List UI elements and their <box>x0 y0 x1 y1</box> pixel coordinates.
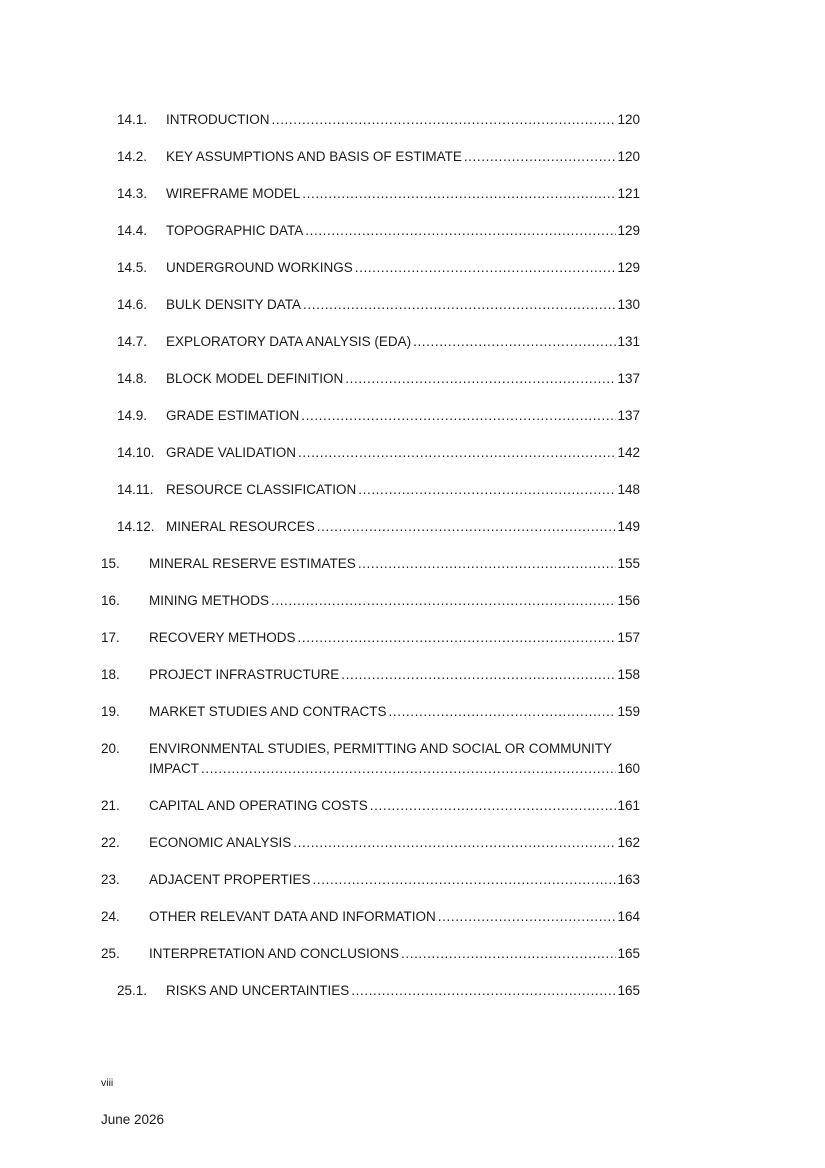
toc-entry-number: 19. <box>101 704 120 719</box>
toc-entry-number: 14.11. <box>117 482 154 497</box>
toc-entry-line-1 <box>101 739 640 759</box>
toc-dot-leader <box>358 554 617 574</box>
toc-entry-number: 21. <box>101 798 120 813</box>
toc-entry-title: ADJACENT PROPERTIES <box>149 872 311 887</box>
footer-date: June 2026 <box>101 1112 165 1127</box>
toc-entry-number: 14.6. <box>117 297 148 312</box>
toc-entry-page: 120 <box>617 149 640 164</box>
toc-entry-number: 22. <box>101 835 120 850</box>
toc-entry-title: INTERPRETATION AND CONCLUSIONS <box>149 946 400 961</box>
toc-dot-leader <box>298 443 616 463</box>
toc-entry-title: ENVIRONMENTAL STUDIES, PERMITTING AND SOCIAL OR COMMUNITY <box>149 741 613 756</box>
toc-entry-page: 130 <box>617 297 640 312</box>
toc-entry-title-continued: IMPACT <box>149 761 199 776</box>
toc-entry-number: 14.12. <box>117 519 155 534</box>
toc-entry-15[interactable] <box>101 554 640 574</box>
toc-entry-title: ECONOMIC ANALYSIS <box>149 835 292 850</box>
toc-entry-16[interactable] <box>101 591 640 611</box>
toc-entry-title: EXPLORATORY DATA ANALYSIS (EDA) <box>166 334 412 349</box>
toc-entry-page: 155 <box>617 556 640 571</box>
toc-entry-page: 164 <box>617 909 640 924</box>
toc-entry-page: 159 <box>617 704 640 719</box>
toc-entry-number: 23. <box>101 872 120 887</box>
toc-entry-20[interactable] <box>101 739 640 779</box>
toc-entry-page: 162 <box>617 835 640 850</box>
toc-dot-leader <box>358 480 616 500</box>
toc-entry-21[interactable] <box>101 796 640 816</box>
toc-entry-title: CAPITAL AND OPERATING COSTS <box>149 798 368 813</box>
toc-entry-title: UNDERGROUND WORKINGS <box>166 260 353 275</box>
toc-entry-page: 156 <box>617 593 640 608</box>
toc-dot-leader <box>272 110 617 130</box>
toc-dot-leader <box>293 833 616 853</box>
toc-entry-number: 14.1. <box>117 112 148 127</box>
footer-page-number: viii <box>101 1077 114 1089</box>
toc-entry-title: TOPOGRAPHIC DATA <box>166 223 304 238</box>
toc-dot-leader <box>401 944 616 964</box>
toc-entry-14-6[interactable] <box>117 295 640 315</box>
toc-dot-leader <box>464 147 617 167</box>
toc-dot-leader <box>345 369 616 389</box>
toc-dot-leader <box>313 870 617 890</box>
toc-entry-14-2[interactable] <box>117 147 640 167</box>
toc-entry-page: 121 <box>617 186 640 201</box>
toc-entry-page: 137 <box>617 408 640 423</box>
toc-entry-page: 165 <box>617 946 640 961</box>
toc-dot-leader <box>201 759 616 779</box>
toc-entry-number: 14.4. <box>117 223 148 238</box>
toc-entry-number: 25. <box>101 946 120 961</box>
toc-entry-14-5[interactable] <box>117 258 640 278</box>
toc-entry-title: BLOCK MODEL DEFINITION <box>166 371 344 386</box>
toc-entry-19[interactable] <box>101 702 640 722</box>
toc-entry-number: 24. <box>101 909 120 924</box>
toc-entry-title: WIREFRAME MODEL <box>166 186 301 201</box>
toc-entry-number: 14.8. <box>117 371 148 386</box>
toc-entry-page: 161 <box>617 798 640 813</box>
toc-entry-page: 149 <box>617 519 640 534</box>
toc-entry-title: MINERAL RESOURCES <box>166 519 315 534</box>
toc-entry-page: 129 <box>617 260 640 275</box>
toc-entry-14-3[interactable] <box>117 184 640 204</box>
toc-entry-14-10[interactable] <box>117 443 640 463</box>
toc-entry-24[interactable] <box>101 907 640 927</box>
toc-entry-number: 14.10. <box>117 445 155 460</box>
toc-entry-14-12[interactable] <box>117 517 640 537</box>
toc-entry-page: 165 <box>617 983 640 998</box>
toc-dot-leader <box>301 406 616 426</box>
toc-dot-leader <box>438 907 617 927</box>
toc-entry-page: 137 <box>617 371 640 386</box>
toc-entry-number: 16. <box>101 593 120 608</box>
toc-dot-leader <box>305 221 616 241</box>
toc-dot-leader <box>317 517 617 537</box>
toc-dot-leader <box>355 258 617 278</box>
toc-entry-page: 148 <box>617 482 640 497</box>
toc-dot-leader <box>413 332 616 352</box>
toc-entry-title: PROJECT INFRASTRUCTURE <box>149 667 340 682</box>
toc-dot-leader <box>303 295 616 315</box>
toc-dot-leader <box>370 796 617 816</box>
toc-dot-leader <box>351 981 616 1001</box>
toc-entry-page: 129 <box>617 223 640 238</box>
toc-entry-page: 131 <box>617 334 640 349</box>
toc-entry-line-2 <box>101 759 640 779</box>
toc-entry-page: 142 <box>617 445 640 460</box>
toc-entry-title: RESOURCE CLASSIFICATION <box>166 482 357 497</box>
toc-entry-title: MARKET STUDIES AND CONTRACTS <box>149 704 387 719</box>
toc-entry-title: KEY ASSUMPTIONS AND BASIS OF ESTIMATE <box>166 149 462 164</box>
toc-entry-25-1[interactable] <box>117 981 640 1001</box>
toc-entry-title: INTRODUCTION <box>166 112 270 127</box>
toc-dot-leader <box>271 591 616 611</box>
toc-entry-number: 14.3. <box>117 186 148 201</box>
toc-entry-title: BULK DENSITY DATA <box>166 297 302 312</box>
toc-entry-14-9[interactable] <box>117 406 640 426</box>
toc-entry-number: 20. <box>101 741 120 756</box>
toc-entry-title: MINING METHODS <box>149 593 269 608</box>
toc-entry-14-11[interactable] <box>117 480 640 500</box>
toc-entry-number: 14.9. <box>117 408 148 423</box>
toc-entry-page: 157 <box>617 630 640 645</box>
toc-dot-leader <box>298 628 617 648</box>
toc-entry-page: 160 <box>617 761 640 776</box>
toc-entry-title: RISKS AND UNCERTAINTIES <box>166 983 350 998</box>
toc-entry-number: 14.2. <box>117 149 148 164</box>
toc-entry-25[interactable] <box>101 944 640 964</box>
toc-entry-23[interactable] <box>101 870 640 890</box>
toc-entry-title: RECOVERY METHODS <box>149 630 296 645</box>
toc-entry-title: OTHER RELEVANT DATA AND INFORMATION <box>149 909 436 924</box>
toc-entry-number: 14.5. <box>117 260 148 275</box>
toc-entry-page: 158 <box>617 667 640 682</box>
toc-entry-page: 120 <box>617 112 640 127</box>
toc-entry-14-7[interactable] <box>117 332 640 352</box>
toc-entry-14-1[interactable] <box>117 110 640 130</box>
toc-dot-leader <box>389 702 617 722</box>
toc-entry-number: 14.7. <box>117 334 148 349</box>
toc-dot-leader <box>341 665 616 685</box>
toc-entry-number: 25.1. <box>117 983 148 998</box>
toc-entry-14-4[interactable] <box>117 221 640 241</box>
toc-entry-18[interactable] <box>101 665 640 685</box>
toc-entry-14-8[interactable] <box>117 369 640 389</box>
toc-entry-number: 17. <box>101 630 120 645</box>
toc-entry-title: MINERAL RESERVE ESTIMATES <box>149 556 356 571</box>
toc-entry-17[interactable] <box>101 628 640 648</box>
toc-entry-22[interactable] <box>101 833 640 853</box>
toc-entry-page: 163 <box>617 872 640 887</box>
toc-dot-leader <box>302 184 616 204</box>
toc-entry-number: 18. <box>101 667 120 682</box>
toc-entry-title: GRADE VALIDATION <box>166 445 297 460</box>
toc-entry-number: 15. <box>101 556 120 571</box>
toc-entry-title: GRADE ESTIMATION <box>166 408 300 423</box>
